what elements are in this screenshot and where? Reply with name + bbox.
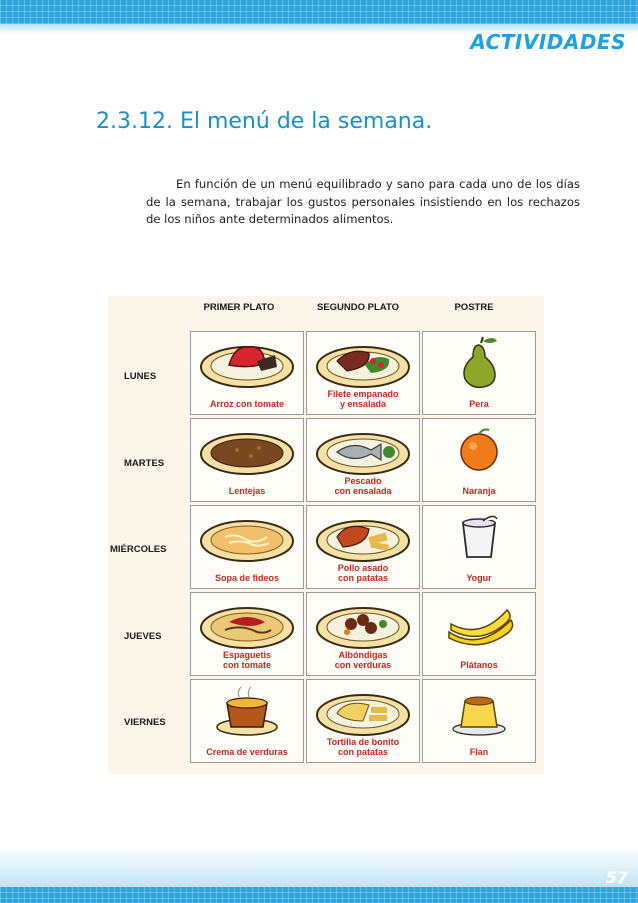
dish-caption: Yogur bbox=[466, 573, 492, 583]
menu-cell-monday-first bbox=[190, 331, 304, 415]
section-label: ACTIVIDADES bbox=[470, 30, 626, 54]
bottom-decorative-band bbox=[0, 887, 638, 903]
dish-caption: Flan bbox=[469, 747, 489, 757]
dish-caption: Lentejas bbox=[228, 486, 266, 496]
menu-cell-friday-second bbox=[306, 679, 420, 763]
day-label-friday: VIERNES bbox=[124, 717, 166, 728]
menu-cell-thursday-second bbox=[306, 592, 420, 676]
menu-cell-wednesday-second bbox=[306, 505, 420, 589]
day-label-wednesday: MIÉRCOLES bbox=[110, 544, 167, 555]
page-number: 57 bbox=[605, 868, 628, 887]
menu-cell-monday-dessert bbox=[422, 331, 536, 415]
dish-caption: Tortilla de bonito con patatas bbox=[326, 737, 400, 757]
dish-caption: Crema de verduras bbox=[206, 747, 288, 757]
day-label-monday: LUNES bbox=[124, 371, 157, 382]
intro-paragraph: En función de un menú equilibrado y sano para cada uno de los días de la semana, trabajar los gustos personales insistiendo en los rechazos de los niños ante determinados alimentos. bbox=[146, 177, 580, 226]
menu-cell-friday-dessert bbox=[422, 679, 536, 763]
weekly-menu-table bbox=[108, 296, 544, 774]
dish-caption: Espaguetis con tomate bbox=[222, 650, 271, 670]
flan-icon bbox=[423, 683, 535, 739]
menu-cell-wednesday-dessert bbox=[422, 505, 536, 589]
roast-chicken-potatoes-icon bbox=[307, 509, 419, 565]
menu-cell-wednesday-first bbox=[190, 505, 304, 589]
menu-cell-friday-first bbox=[190, 679, 304, 763]
day-label-thursday: JUEVES bbox=[124, 631, 162, 642]
tuna-omelette-potatoes-icon bbox=[307, 683, 419, 739]
column-header-second-course: SEGUNDO PLATO bbox=[317, 302, 399, 313]
page-title: 2.3.12. El menú de la semana. bbox=[96, 109, 433, 134]
menu-cell-thursday-dessert bbox=[422, 592, 536, 676]
bottom-fade bbox=[0, 847, 638, 887]
menu-cell-tuesday-dessert bbox=[422, 418, 536, 502]
meatballs-vegetables-icon bbox=[307, 596, 419, 652]
menu-cell-tuesday-first bbox=[190, 418, 304, 502]
pear-icon bbox=[423, 335, 535, 391]
breaded-steak-salad-icon bbox=[307, 335, 419, 391]
dish-caption: Pollo asado con patatas bbox=[337, 563, 389, 583]
rice-with-tomato-icon bbox=[191, 335, 303, 391]
top-decorative-band bbox=[0, 0, 638, 24]
spaghetti-with-tomato-icon bbox=[191, 596, 303, 652]
vegetable-cream-soup-icon bbox=[191, 683, 303, 739]
fish-with-salad-icon bbox=[307, 422, 419, 478]
dish-caption: Arroz con tomate bbox=[209, 399, 284, 409]
noodle-soup-icon bbox=[191, 509, 303, 565]
column-header-first-course: PRIMER PLATO bbox=[203, 302, 275, 313]
yogurt-icon bbox=[423, 509, 535, 565]
bananas-icon bbox=[423, 596, 535, 652]
dish-caption: Pescado con ensalada bbox=[334, 476, 392, 496]
dish-caption: Sopa de fideos bbox=[214, 573, 279, 583]
lentils-icon bbox=[191, 422, 303, 478]
dish-caption: Naranja bbox=[462, 486, 496, 496]
dish-caption: Albóndigas con verduras bbox=[334, 650, 392, 670]
orange-icon bbox=[423, 422, 535, 478]
dish-caption: Filete empanado y ensalada bbox=[327, 389, 399, 409]
dish-caption: Pera bbox=[469, 399, 489, 409]
menu-cell-thursday-first bbox=[190, 592, 304, 676]
column-header-dessert: POSTRE bbox=[454, 302, 494, 313]
menu-cell-monday-second bbox=[306, 331, 420, 415]
dish-caption: Plátanos bbox=[460, 660, 498, 670]
menu-cell-tuesday-second bbox=[306, 418, 420, 502]
day-label-tuesday: MARTES bbox=[124, 458, 165, 469]
